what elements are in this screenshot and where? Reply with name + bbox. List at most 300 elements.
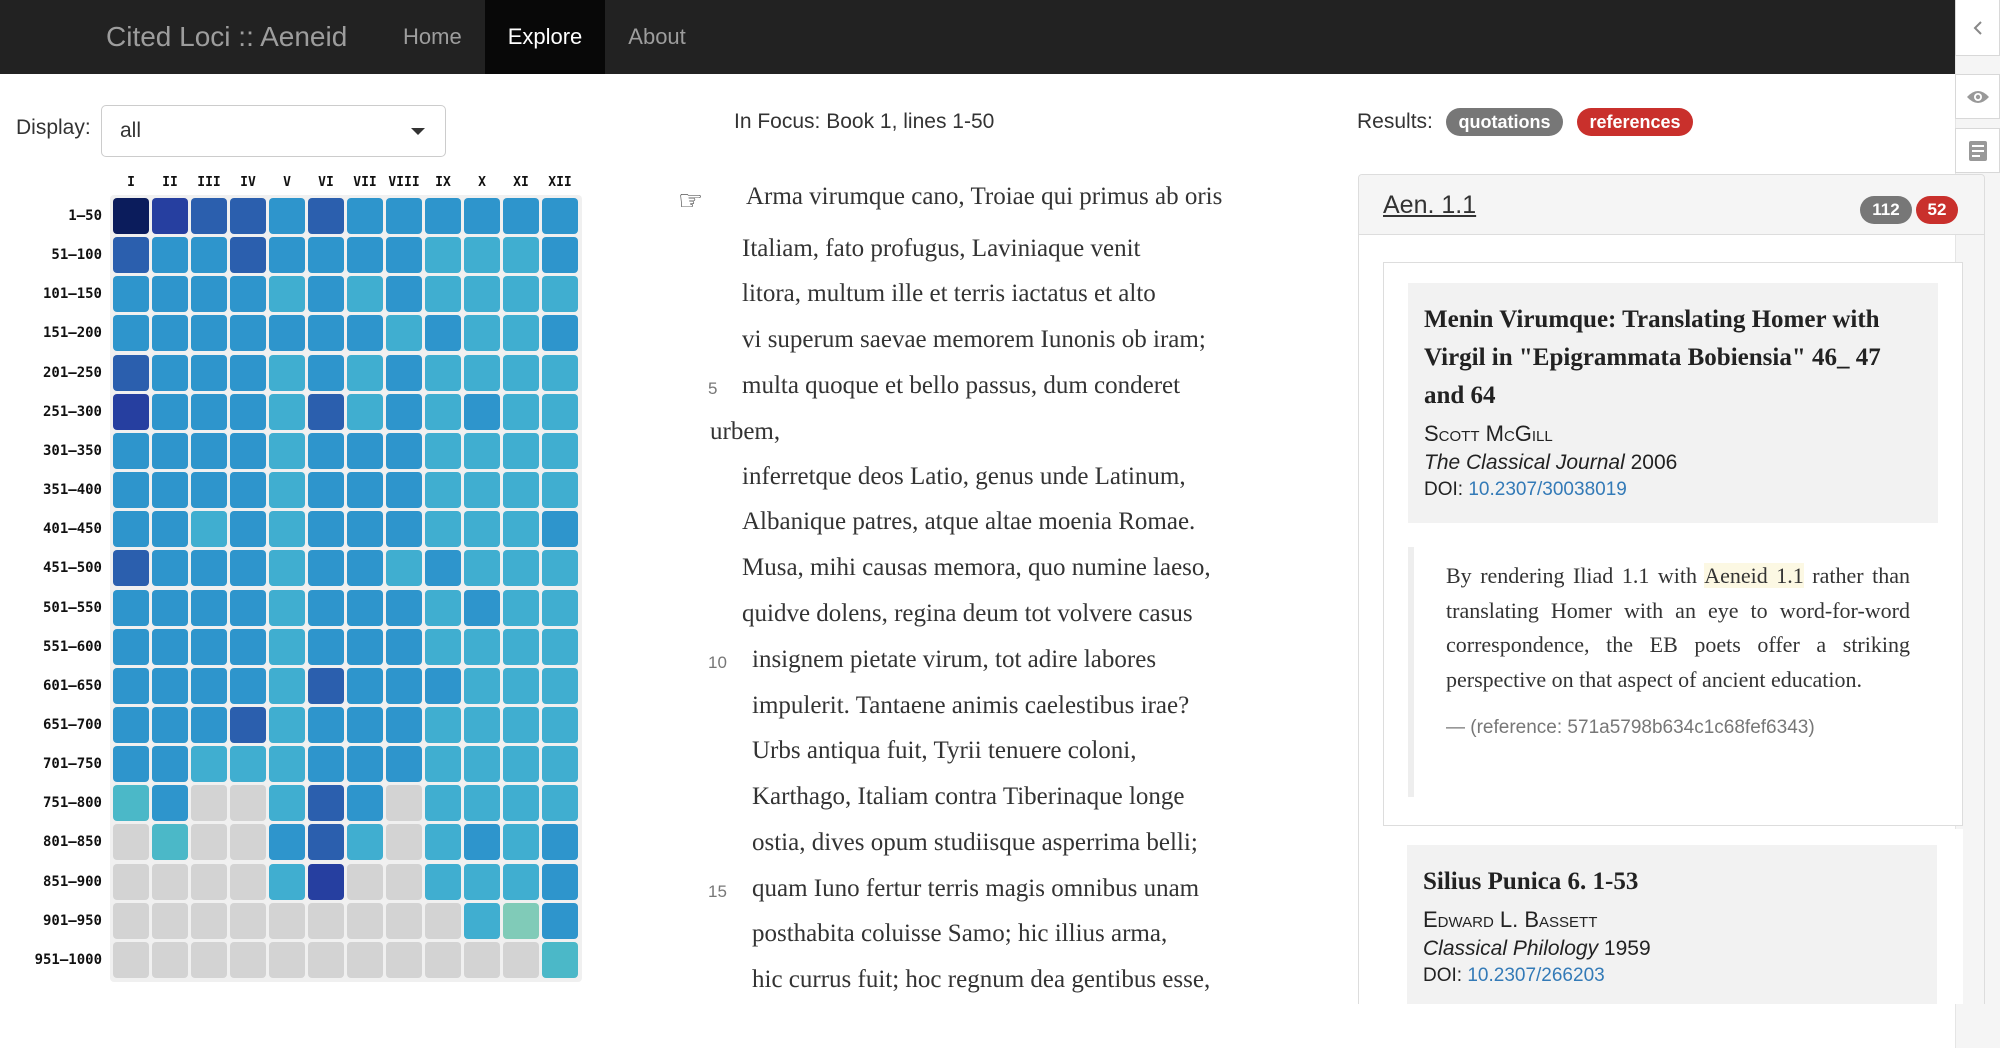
heatmap-cell[interactable] bbox=[503, 237, 539, 273]
heatmap-cell[interactable] bbox=[191, 746, 227, 782]
heatmap-cell[interactable] bbox=[542, 864, 578, 900]
heatmap-cell[interactable] bbox=[230, 629, 266, 665]
heatmap-cell[interactable] bbox=[269, 198, 305, 234]
heatmap-cell[interactable] bbox=[191, 472, 227, 508]
heatmap-cell[interactable] bbox=[347, 355, 383, 391]
heatmap-cell[interactable] bbox=[542, 629, 578, 665]
heatmap-cell[interactable] bbox=[542, 668, 578, 704]
heatmap-cell[interactable] bbox=[464, 394, 500, 430]
heatmap-cell[interactable] bbox=[113, 394, 149, 430]
heatmap-cell bbox=[191, 942, 227, 978]
heatmap-cell[interactable] bbox=[191, 198, 227, 234]
heatmap-cell[interactable] bbox=[464, 785, 500, 821]
heatmap-cell[interactable] bbox=[269, 355, 305, 391]
heatmap-cell[interactable] bbox=[425, 198, 461, 234]
heatmap-cell[interactable] bbox=[191, 707, 227, 743]
heatmap-cell[interactable] bbox=[113, 433, 149, 469]
heatmap-cell[interactable] bbox=[503, 511, 539, 547]
heatmap-cell[interactable] bbox=[542, 746, 578, 782]
chevron-left-icon bbox=[1972, 20, 1984, 36]
heatmap-cell[interactable] bbox=[425, 824, 461, 860]
book-column-header[interactable]: XI bbox=[513, 175, 529, 190]
heatmap-cell[interactable] bbox=[230, 511, 266, 547]
heatmap-cell[interactable] bbox=[113, 472, 149, 508]
heatmap-cell[interactable] bbox=[347, 550, 383, 586]
heatmap-cell[interactable] bbox=[386, 550, 422, 586]
navbar bbox=[0, 0, 1955, 74]
heatmap-cell[interactable] bbox=[230, 590, 266, 626]
heatmap-cell[interactable] bbox=[230, 276, 266, 312]
book-column-header[interactable]: XII bbox=[548, 175, 572, 190]
heatmap-cell[interactable] bbox=[425, 433, 461, 469]
nav-home[interactable]: Home bbox=[403, 24, 462, 49]
heatmap-cell[interactable] bbox=[152, 707, 188, 743]
heatmap-cell[interactable] bbox=[152, 237, 188, 273]
verse-line[interactable]: Musa, mihi causas memora, quo numine laeso, bbox=[742, 554, 1211, 581]
verse-line[interactable]: insignem pietate virum, tot adire labores bbox=[752, 646, 1157, 673]
line-range-label: 551–600 bbox=[42, 638, 102, 655]
heatmap-cell[interactable] bbox=[308, 864, 344, 900]
heatmap-cell[interactable] bbox=[464, 315, 500, 351]
doi-link[interactable]: 10.2307/266203 bbox=[1467, 965, 1605, 986]
heatmap-cell[interactable] bbox=[425, 394, 461, 430]
book-column-header[interactable]: IX bbox=[435, 175, 451, 190]
line-range-label: 801–850 bbox=[42, 834, 102, 851]
heatmap-cell[interactable] bbox=[152, 746, 188, 782]
heatmap-cell[interactable] bbox=[425, 237, 461, 273]
notes-button[interactable] bbox=[1955, 128, 2000, 173]
doi-link[interactable]: 10.2307/30038019 bbox=[1468, 479, 1627, 500]
heatmap-cell[interactable] bbox=[308, 198, 344, 234]
heatmap-cell[interactable] bbox=[503, 472, 539, 508]
heatmap-cell[interactable] bbox=[464, 590, 500, 626]
doi-label: DOI: bbox=[1424, 479, 1464, 500]
heatmap-cell[interactable] bbox=[425, 355, 461, 391]
heatmap-cell[interactable] bbox=[542, 903, 578, 939]
verse-line[interactable]: posthabita coluisse Samo; hic illius arma, bbox=[752, 920, 1168, 947]
heatmap-cell bbox=[191, 864, 227, 900]
heatmap-cell[interactable] bbox=[464, 668, 500, 704]
heatmap-cell[interactable] bbox=[503, 864, 539, 900]
heatmap-cell[interactable] bbox=[425, 668, 461, 704]
heatmap-cell[interactable] bbox=[191, 315, 227, 351]
heatmap-cell[interactable] bbox=[464, 550, 500, 586]
heatmap-cell[interactable] bbox=[542, 511, 578, 547]
brand-title[interactable]: Cited Loci :: Aeneid bbox=[106, 21, 348, 52]
heatmap-cell[interactable] bbox=[269, 394, 305, 430]
heatmap-cell[interactable] bbox=[425, 511, 461, 547]
heatmap-cell[interactable] bbox=[464, 198, 500, 234]
heatmap-cell[interactable] bbox=[308, 511, 344, 547]
heatmap-cell bbox=[152, 864, 188, 900]
heatmap-cell[interactable] bbox=[347, 590, 383, 626]
heatmap-cell bbox=[191, 824, 227, 860]
heatmap-cell[interactable] bbox=[152, 472, 188, 508]
heatmap-cell[interactable] bbox=[347, 746, 383, 782]
heatmap-cell[interactable] bbox=[113, 315, 149, 351]
verse-line[interactable]: Urbs antiqua fuit, Tyrii tenuere coloni, bbox=[752, 737, 1137, 764]
heatmap-cell bbox=[230, 864, 266, 900]
citation-journal bbox=[1424, 451, 1922, 475]
heatmap-cell[interactable] bbox=[269, 276, 305, 312]
verse-line[interactable]: Arma virumque cano, Troiae qui primus ab oris bbox=[746, 183, 1223, 210]
heatmap-cell[interactable] bbox=[347, 472, 383, 508]
heatmap-cell[interactable] bbox=[230, 433, 266, 469]
line-range-label: 751–800 bbox=[42, 795, 102, 812]
heatmap-cell bbox=[308, 942, 344, 978]
heatmap-cell[interactable] bbox=[113, 511, 149, 547]
verse-line[interactable]: hic currus fuit; hoc regnum dea gentibus esse, bbox=[752, 966, 1211, 993]
heatmap-cell[interactable] bbox=[113, 198, 149, 234]
heatmap-cell[interactable] bbox=[308, 590, 344, 626]
heatmap-cell[interactable] bbox=[152, 629, 188, 665]
verse-line[interactable]: litora, multum ille et terris iactatus et alto bbox=[742, 280, 1156, 307]
heatmap-cell[interactable] bbox=[464, 237, 500, 273]
heatmap-cell[interactable] bbox=[308, 824, 344, 860]
line-range-label: 1–50 bbox=[68, 208, 102, 224]
heatmap-cell[interactable] bbox=[347, 824, 383, 860]
heatmap-cell[interactable] bbox=[269, 785, 305, 821]
heatmap-cell[interactable] bbox=[425, 550, 461, 586]
heatmap-cell[interactable] bbox=[230, 198, 266, 234]
heatmap-cell[interactable] bbox=[308, 668, 344, 704]
heatmap-cell[interactable] bbox=[464, 629, 500, 665]
book-column-header[interactable]: V bbox=[283, 175, 291, 190]
heatmap-cell[interactable] bbox=[230, 394, 266, 430]
line-range-label: 201–250 bbox=[42, 364, 102, 381]
line-range-label: 851–900 bbox=[42, 873, 102, 890]
line-range-label: 151–200 bbox=[42, 325, 102, 342]
heatmap-cell[interactable] bbox=[503, 746, 539, 782]
heatmap-cell[interactable] bbox=[542, 315, 578, 351]
heatmap-cell bbox=[113, 903, 149, 939]
heatmap-cell[interactable] bbox=[308, 315, 344, 351]
heatmap-cell[interactable] bbox=[230, 355, 266, 391]
heatmap-cell[interactable] bbox=[269, 707, 305, 743]
heatmap-cell[interactable] bbox=[347, 629, 383, 665]
heatmap-cell bbox=[347, 942, 383, 978]
heatmap-cell[interactable] bbox=[503, 590, 539, 626]
heatmap-cell bbox=[113, 864, 149, 900]
heatmap-cell[interactable] bbox=[503, 433, 539, 469]
heatmap-cell[interactable] bbox=[464, 276, 500, 312]
heatmap-cell[interactable] bbox=[503, 668, 539, 704]
heatmap-cell[interactable] bbox=[425, 276, 461, 312]
heatmap-cell[interactable] bbox=[308, 472, 344, 508]
heatmap-cell[interactable] bbox=[464, 707, 500, 743]
eye-icon bbox=[1966, 89, 1990, 105]
heatmap-cell[interactable] bbox=[542, 824, 578, 860]
book-column-header[interactable]: I bbox=[127, 175, 135, 190]
heatmap-cell[interactable] bbox=[230, 315, 266, 351]
heatmap-cell[interactable] bbox=[269, 629, 305, 665]
heatmap-cell[interactable] bbox=[542, 707, 578, 743]
heatmap-cell[interactable] bbox=[425, 746, 461, 782]
heatmap-cell[interactable] bbox=[269, 315, 305, 351]
citation-box bbox=[1408, 283, 1938, 523]
verse-line[interactable]: quidve dolens, regina deum tot volvere casus bbox=[742, 600, 1193, 627]
heatmap-cell[interactable] bbox=[230, 746, 266, 782]
heatmap-cell[interactable] bbox=[425, 472, 461, 508]
heatmap-cell[interactable] bbox=[386, 237, 422, 273]
heatmap-cell[interactable] bbox=[152, 276, 188, 312]
heatmap-cell bbox=[152, 942, 188, 978]
heatmap-cell[interactable] bbox=[386, 590, 422, 626]
heatmap-cell[interactable] bbox=[191, 511, 227, 547]
heatmap-cell[interactable] bbox=[503, 903, 539, 939]
heatmap-cell bbox=[347, 903, 383, 939]
verse-line[interactable]: Albanique patres, atque altae moenia Romae. bbox=[742, 508, 1196, 535]
heatmap-cell[interactable] bbox=[308, 707, 344, 743]
heatmap-cell bbox=[386, 785, 422, 821]
heatmap-cell bbox=[464, 942, 500, 978]
heatmap-cell[interactable] bbox=[542, 355, 578, 391]
heatmap-cell[interactable] bbox=[152, 590, 188, 626]
book-column-header[interactable]: VIII bbox=[388, 175, 420, 190]
heatmap-cell[interactable] bbox=[308, 394, 344, 430]
heatmap-cell[interactable] bbox=[503, 785, 539, 821]
quotations-count-badge: 112 bbox=[1860, 196, 1912, 224]
heatmap-cell[interactable] bbox=[152, 550, 188, 586]
heatmap-cell[interactable] bbox=[269, 433, 305, 469]
heatmap-cell[interactable] bbox=[191, 433, 227, 469]
heatmap-cell[interactable] bbox=[191, 237, 227, 273]
heatmap-cell bbox=[152, 903, 188, 939]
heatmap-cell[interactable] bbox=[347, 511, 383, 547]
heatmap-cell[interactable] bbox=[425, 629, 461, 665]
line-range-label: 901–950 bbox=[42, 912, 102, 929]
heatmap-cell[interactable] bbox=[542, 785, 578, 821]
heatmap-cell[interactable] bbox=[269, 550, 305, 586]
heatmap-cell[interactable] bbox=[113, 746, 149, 782]
heatmap-cell[interactable] bbox=[542, 942, 578, 978]
heatmap-cell[interactable] bbox=[113, 590, 149, 626]
display-label: Display: bbox=[16, 116, 91, 139]
heatmap-cell[interactable] bbox=[542, 550, 578, 586]
heatmap-cell[interactable] bbox=[113, 550, 149, 586]
verse-line[interactable]: Karthago, Italiam contra Tiberinaque longe bbox=[752, 783, 1185, 810]
heatmap-cell[interactable] bbox=[542, 433, 578, 469]
heatmap-cell[interactable] bbox=[386, 629, 422, 665]
line-range-label: 301–350 bbox=[42, 442, 102, 459]
line-range-label: 351–400 bbox=[42, 482, 102, 499]
heatmap-cell[interactable] bbox=[269, 864, 305, 900]
heatmap-cell[interactable] bbox=[269, 746, 305, 782]
heatmap-cell bbox=[230, 824, 266, 860]
heatmap-cell[interactable] bbox=[542, 276, 578, 312]
heatmap-cell[interactable] bbox=[464, 511, 500, 547]
heatmap-cell[interactable] bbox=[542, 590, 578, 626]
heatmap-cell[interactable] bbox=[230, 472, 266, 508]
heatmap-cell[interactable] bbox=[464, 746, 500, 782]
book-column-header[interactable]: III bbox=[197, 175, 221, 190]
verse-line[interactable]: impulerit. Tantaene animis caelestibus irae? bbox=[752, 692, 1190, 719]
heatmap-cell[interactable] bbox=[542, 394, 578, 430]
verse-line[interactable]: inferretque deos Latio, genus unde Latinum, bbox=[742, 463, 1186, 490]
heatmap-cell[interactable] bbox=[386, 511, 422, 547]
book-column-header[interactable]: II bbox=[162, 175, 178, 190]
results-panel bbox=[1358, 174, 1985, 1004]
heatmap-cell[interactable] bbox=[152, 315, 188, 351]
collapse-sidebar-button[interactable] bbox=[1955, 0, 2000, 56]
caret-down-icon bbox=[411, 128, 425, 135]
heatmap-cell[interactable] bbox=[152, 198, 188, 234]
references-filter-badge[interactable]: references bbox=[1577, 108, 1693, 136]
book-column-header[interactable]: VII bbox=[353, 175, 377, 190]
heatmap-cell[interactable] bbox=[191, 394, 227, 430]
heatmap-cell[interactable] bbox=[464, 824, 500, 860]
heatmap-cell[interactable] bbox=[542, 472, 578, 508]
heatmap-cell[interactable] bbox=[386, 355, 422, 391]
heatmap-cell[interactable] bbox=[269, 511, 305, 547]
heatmap-cell[interactable] bbox=[308, 237, 344, 273]
heatmap-cell[interactable] bbox=[113, 668, 149, 704]
heatmap-cell[interactable] bbox=[503, 276, 539, 312]
heatmap-cell[interactable] bbox=[191, 550, 227, 586]
verse-line[interactable]: quam Iuno fertur terris magis omnibus unam bbox=[752, 875, 1200, 902]
heatmap-cell[interactable] bbox=[191, 629, 227, 665]
heatmap-cell[interactable] bbox=[308, 629, 344, 665]
heatmap-cell[interactable] bbox=[386, 472, 422, 508]
quotation-text-after: rather than translating Homer with an eye to word-for-word correspondence, the EB poets offer a striking perspective on that aspect of ancient education. bbox=[1446, 563, 1910, 692]
heatmap-cell[interactable] bbox=[386, 746, 422, 782]
heatmap-cell[interactable] bbox=[269, 824, 305, 860]
heatmap-cell[interactable] bbox=[152, 668, 188, 704]
heatmap-cell[interactable] bbox=[542, 198, 578, 234]
heatmap-cell[interactable] bbox=[152, 355, 188, 391]
heatmap-cell bbox=[269, 903, 305, 939]
heatmap-cell[interactable] bbox=[386, 394, 422, 430]
heatmap-cell[interactable] bbox=[386, 707, 422, 743]
heatmap-cell[interactable] bbox=[230, 668, 266, 704]
heatmap-cell[interactable] bbox=[347, 394, 383, 430]
heatmap-cell bbox=[386, 942, 422, 978]
heatmap-cell[interactable] bbox=[386, 315, 422, 351]
verse-line[interactable]: vi superum saevae memorem Iunonis ob iram; bbox=[742, 326, 1206, 353]
book-column-header[interactable]: X bbox=[478, 175, 486, 190]
heatmap-cell[interactable] bbox=[191, 355, 227, 391]
nav-about[interactable]: About bbox=[628, 24, 686, 49]
verse-line[interactable]: urbem, bbox=[710, 418, 781, 445]
heatmap-cell[interactable] bbox=[425, 785, 461, 821]
citation-box bbox=[1407, 845, 1937, 1004]
heatmap-cell[interactable] bbox=[308, 276, 344, 312]
verse-line[interactable]: Italiam, fato profugus, Laviniaque venit bbox=[742, 235, 1141, 262]
heatmap-cell[interactable] bbox=[113, 707, 149, 743]
heatmap-cell[interactable] bbox=[503, 629, 539, 665]
heatmap-cell[interactable] bbox=[347, 315, 383, 351]
heatmap-cell[interactable] bbox=[308, 433, 344, 469]
heatmap-cell[interactable] bbox=[308, 746, 344, 782]
heatmap-cell bbox=[347, 864, 383, 900]
heatmap-cell[interactable] bbox=[386, 433, 422, 469]
heatmap-cell bbox=[113, 942, 149, 978]
heatmap-cell[interactable] bbox=[230, 707, 266, 743]
heatmap-cell[interactable] bbox=[191, 668, 227, 704]
heatmap-cell[interactable] bbox=[425, 707, 461, 743]
heatmap-cell[interactable] bbox=[386, 198, 422, 234]
heatmap-cell[interactable] bbox=[269, 590, 305, 626]
heatmap-cell[interactable] bbox=[464, 903, 500, 939]
heatmap-cell[interactable] bbox=[503, 824, 539, 860]
heatmap-cell[interactable] bbox=[113, 785, 149, 821]
doi-label: DOI: bbox=[1423, 965, 1463, 986]
quotation-text bbox=[1446, 559, 1910, 697]
heatmap-cell[interactable] bbox=[152, 394, 188, 430]
heatmap-cell[interactable] bbox=[230, 550, 266, 586]
heatmap-cell[interactable] bbox=[503, 707, 539, 743]
heatmap-cell[interactable] bbox=[191, 276, 227, 312]
heatmap-cell[interactable] bbox=[464, 355, 500, 391]
heatmap-cell[interactable] bbox=[347, 237, 383, 273]
heatmap-cell[interactable] bbox=[503, 550, 539, 586]
heatmap-cell bbox=[191, 903, 227, 939]
heatmap-cell[interactable] bbox=[269, 472, 305, 508]
heatmap-cell[interactable] bbox=[152, 824, 188, 860]
heatmap-cell[interactable] bbox=[230, 237, 266, 273]
heatmap-cell[interactable] bbox=[191, 590, 227, 626]
heatmap-cell[interactable] bbox=[503, 198, 539, 234]
verse-line[interactable]: ostia, dives opum studiisque asperrima belli; bbox=[752, 829, 1198, 856]
line-range-label: 401–450 bbox=[42, 521, 102, 538]
heatmap-cell[interactable] bbox=[113, 276, 149, 312]
heatmap-cell[interactable] bbox=[269, 237, 305, 273]
heatmap-cell[interactable] bbox=[464, 433, 500, 469]
heatmap-cell[interactable] bbox=[152, 785, 188, 821]
book-column-header[interactable]: IV bbox=[240, 175, 256, 190]
display-select[interactable] bbox=[101, 105, 446, 157]
heatmap-cell[interactable] bbox=[347, 668, 383, 704]
heatmap-cell[interactable] bbox=[425, 315, 461, 351]
heatmap-cell[interactable] bbox=[113, 629, 149, 665]
heatmap-cell[interactable] bbox=[464, 864, 500, 900]
heatmap-cell[interactable] bbox=[308, 785, 344, 821]
display-select-value: all bbox=[120, 119, 142, 142]
heatmap-cell[interactable] bbox=[503, 394, 539, 430]
heatmap-cell[interactable] bbox=[308, 355, 344, 391]
toggle-visibility-button[interactable] bbox=[1955, 74, 2000, 119]
heatmap-cell[interactable] bbox=[113, 355, 149, 391]
heatmap-cell bbox=[230, 903, 266, 939]
verse-line[interactable]: multa quoque et bello passus, dum conderet bbox=[742, 372, 1181, 399]
heatmap-cell[interactable] bbox=[152, 511, 188, 547]
heatmap-cell[interactable] bbox=[347, 785, 383, 821]
citation-author: Scott McGill bbox=[1424, 421, 1553, 446]
heatmap-cell[interactable] bbox=[464, 472, 500, 508]
heatmap-cell[interactable] bbox=[113, 237, 149, 273]
heatmap-cell[interactable] bbox=[347, 198, 383, 234]
line-range-label: 451–500 bbox=[42, 560, 102, 577]
heatmap-cell[interactable] bbox=[542, 237, 578, 273]
heatmap-cell[interactable] bbox=[347, 707, 383, 743]
heatmap-cell[interactable] bbox=[425, 864, 461, 900]
heatmap-cell[interactable] bbox=[152, 433, 188, 469]
heatmap-cell[interactable] bbox=[308, 550, 344, 586]
nav-explore[interactable]: Explore bbox=[485, 0, 606, 74]
heatmap-cell[interactable] bbox=[347, 433, 383, 469]
heatmap-cell[interactable] bbox=[503, 355, 539, 391]
heatmap-cell[interactable] bbox=[386, 276, 422, 312]
heatmap-cell[interactable] bbox=[269, 668, 305, 704]
book-column-header[interactable]: VI bbox=[318, 175, 334, 190]
heatmap-cell[interactable] bbox=[347, 276, 383, 312]
heatmap-cell[interactable] bbox=[386, 668, 422, 704]
heatmap-cell[interactable] bbox=[425, 590, 461, 626]
heatmap-cell bbox=[113, 824, 149, 860]
heatmap-cell[interactable] bbox=[503, 315, 539, 351]
quotations-filter-badge[interactable]: quotations bbox=[1446, 108, 1563, 136]
locus-title-link[interactable]: Aen. 1.1 bbox=[1383, 191, 1477, 219]
